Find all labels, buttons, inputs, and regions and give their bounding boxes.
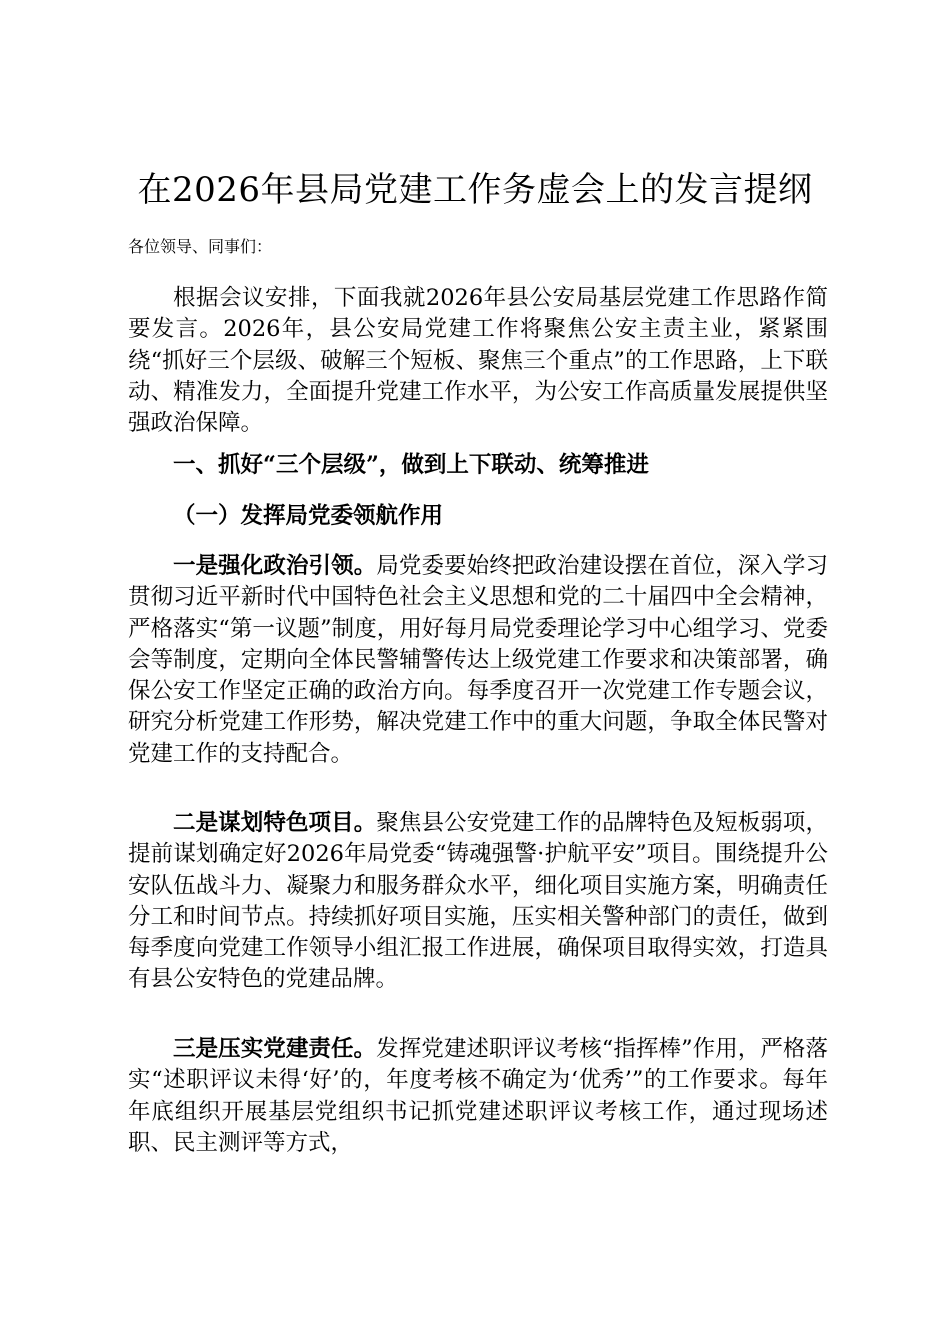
document-title: 在2026年县局党建工作务虚会上的发言提纲 [137,170,813,210]
item-body-2: 聚焦县公安党建工作的品牌特色及短板弱项，提前谋划确定好2026年局党委“铸魂强警·护航平安”项目。围绕提升公安队伍战斗力、凝聚力和服务群众水平，细化项目实施方案，明确责任分工和时间节点。持续抓好项目实施，压实相关警种部门的责任，做到每季度向党建工作领导小组汇报工作进展，确保项目取得实效，打造具有县公安特色的党建品牌。 [128,810,828,993]
item-lead-1: 一是强化政治引领。 [173,553,377,579]
item-lead-3: 三是压实党建责任。 [173,1036,377,1062]
item-body-1: 局党委要始终把政治建设摆在首位，深入学习贯彻习近平新时代中国特色社会主义思想和党的二十届四中全会精神，严格落实“第一议题”制度，用好每月局党委理论学习中心组学习、党委会等制度，定期向全体民警辅警传达上级党建工作要求和决策部署，确保公安工作坚定正确的政治方向。每季度召开一次党建工作专题会议，研究分析党建工作形势，解决党建工作中的重大问题，争取全体民警对党建工作的支持配合。 [128,553,828,767]
item-body-3: 发挥党建述职评议考核“指挥棒”作用，严格落实“述职评议未得‘好’的，年度考核不确定为‘优秀’”的工作要求。每年年底组织开展基层党组织书记抓党建述职评议考核工作，通过现场述职、民主测评等方式， [128,1036,828,1156]
item-lead-2: 二是谋划特色项目。 [173,810,377,836]
item-paragraph-3 [128,1034,828,1159]
salutation: 各位领导、同事们： [128,237,273,256]
subsection-heading-1: （一）发挥局党委领航作用 [173,503,444,529]
section-heading-1: 一、抓好“三个层级”，做到上下联动、统筹推进 [173,452,649,478]
item-paragraph-2 [128,808,828,996]
intro-paragraph: 根据会议安排，下面我就2026年县公安局基层党建工作思路作简要发言。2026年，县公安局党建工作将聚焦公安主责主业，紧紧围绕“抓好三个层级、破解三个短板、聚焦三个重点”的工作思路，上下联动、精准发力，全面提升党建工作水平，为公安工作高质量发展提供坚强政治保障。 [128,285,828,437]
item-paragraph-1 [128,551,828,770]
